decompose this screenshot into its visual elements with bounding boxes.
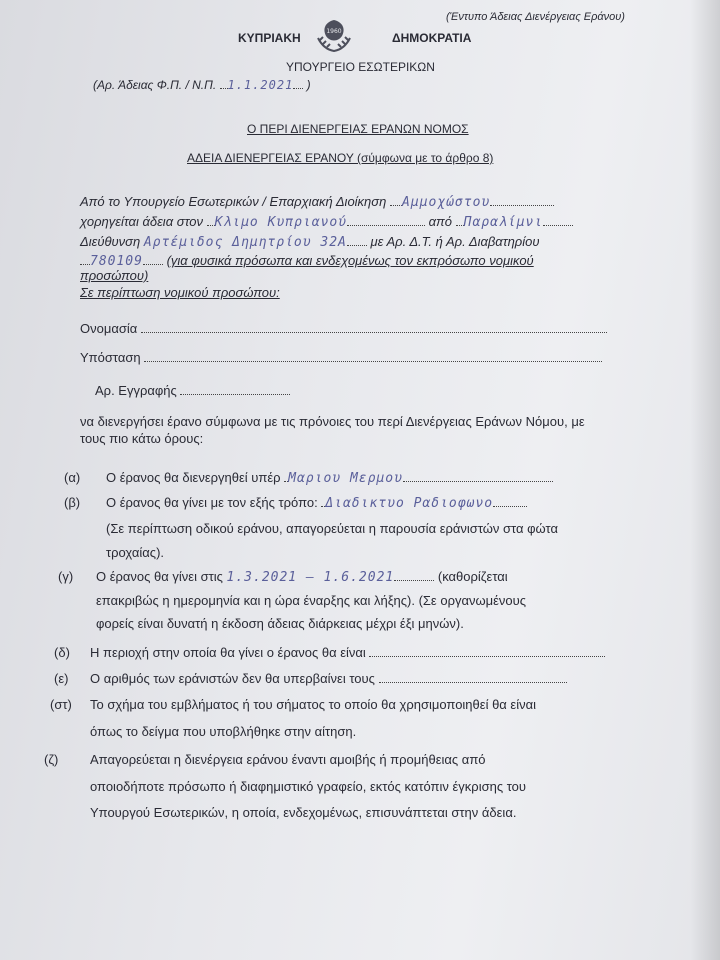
condition-z-line-3: Υπουργού Εσωτερικών, η οποία, ενδεχομένως, επισυνάπτεται στην άδεια. [90,805,517,820]
condition-z-line-2: οποιοδήποτε πρόσωπο ή διαφημιστικό γραφείο, εκτός κατόπιν έγκρισης του [90,779,527,794]
header-left-title: ΚΥΠΡΙΑΚΗ [238,31,301,45]
form-note: (Έντυπο Άδειας Διενέργειας Εράνου) [446,11,625,23]
condition-b-marker: (β) [64,495,81,510]
conduct-line-1: να διενεργήσει έρανο σύμφωνα με τις πρόνοιες του περί Διενέργειας Εράνων Νόμου, με [80,414,585,429]
address-value: Αρτέμιδος Δημητρίου 32Α [143,235,347,250]
permit-ref-label: (Αρ. Άδειας Φ.Π. / Ν.Π. [93,78,217,92]
coat-of-arms-icon [312,16,356,56]
natural-person-note-1: (για φυσικά πρόσωπα και ενδεχομένως τον εκπρόσωπο νομικού [166,253,534,268]
condition-z-line-1: Απαγορεύεται η διενέργεια εράνου έναντι αμοιβής ή προμήθειας από [90,752,486,767]
condition-b-note-2: τροχαίας). [106,545,165,560]
condition-e-field [379,671,567,683]
permit-ref-close: ) [306,78,311,92]
condition-c-tail: (καθορίζεται [437,569,508,584]
condition-c-line-2: επακριβώς η ημερομηνία και η ώρα έναρξης και λήξης). (Σε οργανωμένους [96,593,527,608]
law-title: Ο ΠΕΡΙ ΔΙΕΝΕΡΓΕΙΑΣ ΕΡΑΝΩΝ ΝΟΜΟΣ [247,122,469,136]
condition-st-line-1: Το σχήμα του εμβλήματος ή του σήματος το οποίο θα χρησιμοποιηθεί θα είναι [90,697,537,712]
natural-person-note-2: προσώπου) [80,268,149,283]
condition-b-value: Διαδικτυο Ραδιοφωνο [325,496,494,511]
id-label: με Αρ. Δ.Τ. ή Αρ. Διαβατηρίου [370,234,540,249]
condition-d-text: Η περιοχή στην οποία θα γίνει ο έρανος θα είναι [90,645,366,660]
legal-person-heading: Σε περίπτωση νομικού προσώπου: [80,285,280,300]
issuer-value: Αμμοχώστου [401,195,491,210]
page-edge-shadow [690,0,720,960]
condition-st-line-2: όπως το δείγμα που υποβλήθηκε στην αίτηση. [90,724,357,739]
granted-value: Κλιμο Κυπριανού [214,215,348,230]
from-value: Παραλίμνι [463,215,544,230]
condition-a-marker: (α) [64,470,81,485]
condition-b [106,495,527,512]
from-label: από [428,214,452,229]
address-label: Διεύθυνση [80,234,141,249]
condition-e-text: Ο αριθμός των εράνιστών δεν θα υπερβαίνει τους [90,671,375,686]
permit-ref [93,77,311,93]
issuer-line [80,194,554,211]
id-value: 780109 [90,254,143,269]
granted-line [80,214,573,231]
conduct-line-2: τους πιο κάτω όρους: [80,431,204,446]
address-line [80,234,540,251]
condition-c-value: 1.3.2021 – 1.6.2021 [226,570,395,585]
granted-label: χορηγείται άδεια στον [80,214,203,229]
condition-d-field [369,645,605,657]
reg-line [95,383,290,399]
issuer-label: Από το Υπουργείο Εσωτερικών / Επαρχιακή Διοίκηση [80,194,387,209]
name-line [80,321,607,337]
reg-field [180,383,290,395]
condition-a-text: Ο έρανος θα διενεργηθεί υπέρ [106,470,281,485]
permit-title: ΑΔΕΙΑ ΔΙΕΝΕΡΓΕΙΑΣ ΕΡΑΝΟΥ (σύμφωνα με το άρθρο 8) [187,151,494,165]
status-line [80,350,602,366]
condition-st-marker: (στ) [50,697,72,712]
condition-c [96,569,508,586]
svg-text:1960: 1960 [326,28,342,35]
header-right-title: ΔΗΜΟΚΡΑΤΙΑ [392,31,472,45]
name-label: Ονομασία [80,321,138,336]
condition-z-marker: (ζ) [44,752,59,767]
condition-c-line-3: φορείς είναι δυνατή η έκδοση άδειας διάρκειας μέχρι έξι μηνών). [96,616,464,631]
condition-d [90,645,605,661]
status-label: Υπόσταση [80,350,141,365]
condition-c-text: Ο έρανος θα γίνει στις [96,569,223,584]
condition-b-text: Ο έρανος θα γίνει με τον εξής τρόπο: [106,495,318,510]
condition-d-marker: (δ) [54,645,70,660]
ministry-title: ΥΠΟΥΡΓΕΙΟ ΕΣΩΤΕΡΙΚΩΝ [286,60,435,74]
condition-a [106,470,553,487]
permit-ref-value: 1.1.2021 [227,78,294,92]
condition-e-marker: (ε) [54,671,69,686]
condition-a-value: Μαριου Μερμου [288,471,403,486]
condition-c-marker: (γ) [58,569,74,584]
reg-label: Αρ. Εγγραφής [95,383,177,398]
name-field [141,321,607,333]
condition-b-note-1: (Σε περίπτωση οδικού εράνου, απαγορεύεται η παρουσία εράνιστών στα φώτα [106,521,558,536]
condition-e [90,671,567,687]
status-field [144,350,602,362]
